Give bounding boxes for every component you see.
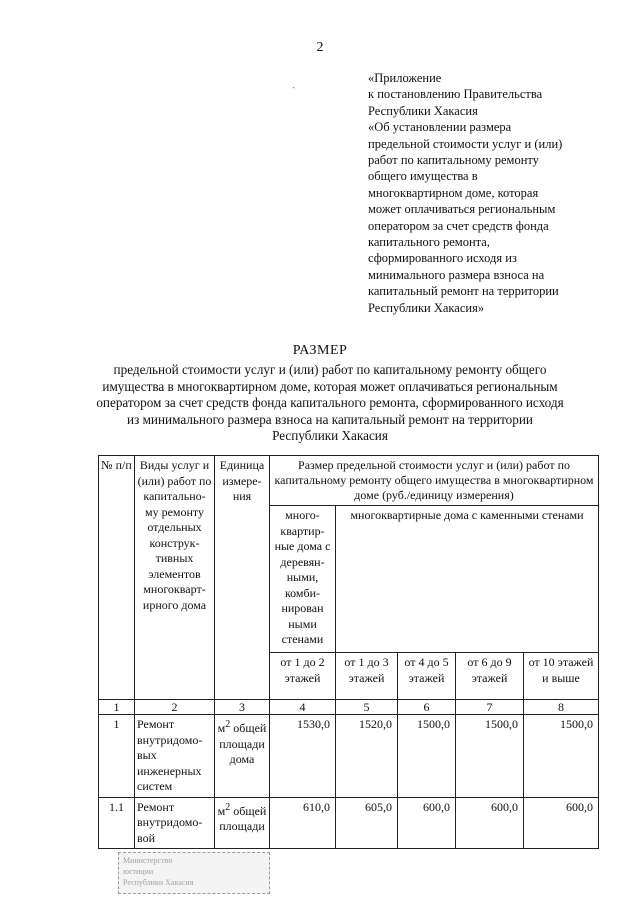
column-number: 8 [524,700,599,715]
appendix-line: к постановлению Правительства [368,87,543,102]
unit-symbol: м [217,803,226,818]
row-unit [215,797,270,849]
subtitle-line: оператором за счет средств фонда капитального ремонта, сформированного исходя [96,395,564,411]
appendix-header [368,70,618,316]
header-stone-walls: многоквартирные дома с каменными стенами [336,506,599,653]
appendix-line: капитальный ремонт на территории [368,284,559,299]
appendix-line: предельной стоимости услуг и (или) [368,136,563,151]
header-wood-walls: много-квартир-ные дома с деревян-ными, комби-нирован ными стенами [270,506,336,653]
row-num: 1 [99,715,135,798]
header-floors: от 6 до 9 этажей [456,653,524,700]
column-number: 1 [99,700,135,715]
row-value: 600,0 [524,797,599,849]
subtitle-line: Республики Хакасия [272,428,388,444]
header-num: № п/п [99,456,135,700]
subtitle-line: имущества в многоквартирном доме, которая может оплачиваться региональным [102,378,558,394]
stamp-line: Министерство [123,856,173,865]
row-value: 1530,0 [270,715,336,798]
row-value: 600,0 [398,797,456,849]
column-number: 6 [398,700,456,715]
appendix-line: сформированного исходя из [368,251,517,266]
appendix-line: «Приложение [368,71,442,85]
subtitle-line: предельной стоимости услуг и (или) работ по капитальному ремонту общего [113,362,547,377]
document-subtitle [70,362,590,445]
row-value: 610,0 [270,797,336,849]
appendix-line: Республики Хакасия [368,103,478,118]
row-value: 1520,0 [336,715,398,798]
unit-exponent: 2 [225,801,231,813]
appendix-line: оператором за счет средств фонда [368,218,549,233]
appendix-line: «Об установлении размера [368,120,512,135]
row-num: 1.1 [99,797,135,849]
row-value: 1500,0 [398,715,456,798]
stamp-line: юстиции [123,867,154,876]
appendix-line: может оплачиваться региональным [368,202,556,217]
column-number: 3 [215,700,270,715]
header-unit: Единица измере-ния [215,456,270,700]
column-number: 7 [456,700,524,715]
row-value: 1500,0 [524,715,599,798]
unit-text: общей площади дома [219,721,267,766]
column-number: 5 [336,700,398,715]
row-work-type: Ремонт внутридомо-вых инженерных систем [135,715,215,798]
header-floors: от 4 до 5 этажей [398,653,456,700]
appendix-line: Республики Хакасия» [368,300,485,315]
appendix-line: общего имущества в [368,169,478,184]
unit-exponent: 2 [225,719,231,730]
page-number: 2 [316,40,324,55]
row-value: 1500,0 [456,715,524,798]
table-row [99,715,599,798]
scan-mark: ˎ [292,78,296,89]
appendix-line: многоквартирном доме, которая [368,185,539,200]
unit-text: общей площади [219,803,267,833]
appendix-line: минимального размера взноса на [368,267,545,282]
column-number: 4 [270,700,336,715]
table-row [99,797,599,849]
row-work-type: Ремонт внутридомо-вой [135,797,215,849]
header-floors: от 1 до 2 этажей [270,653,336,700]
row-unit [215,715,270,798]
appendix-line: капитального ремонта, [368,235,490,250]
header-floors: от 10 этажей и выше [524,653,599,700]
row-value: 600,0 [456,797,524,849]
subtitle-line: из минимального размера взноса на капитальный ремонт на территории [127,411,533,427]
header-work-type: Виды услуг и (или) работ по капитально-му ремонту отдельных конструк-тивных элементов многокварт-ирного дома [135,456,215,700]
column-number: 2 [135,700,215,715]
appendix-line: работ по капитальному ремонту [368,153,539,168]
header-floors: от 1 до 3 этажей [336,653,398,700]
document-title: РАЗМЕР [292,343,348,358]
row-value: 605,0 [336,797,398,849]
registration-stamp [118,852,270,894]
cost-table [98,455,599,849]
stamp-line: Республики Хакасия [123,878,194,887]
unit-symbol: м [217,721,226,735]
header-cost-group: Размер предельной стоимости услуг и (или) работ по капитальному ремонту общего имущества в многоквартирном доме (руб./единицу измерения) [270,456,599,506]
